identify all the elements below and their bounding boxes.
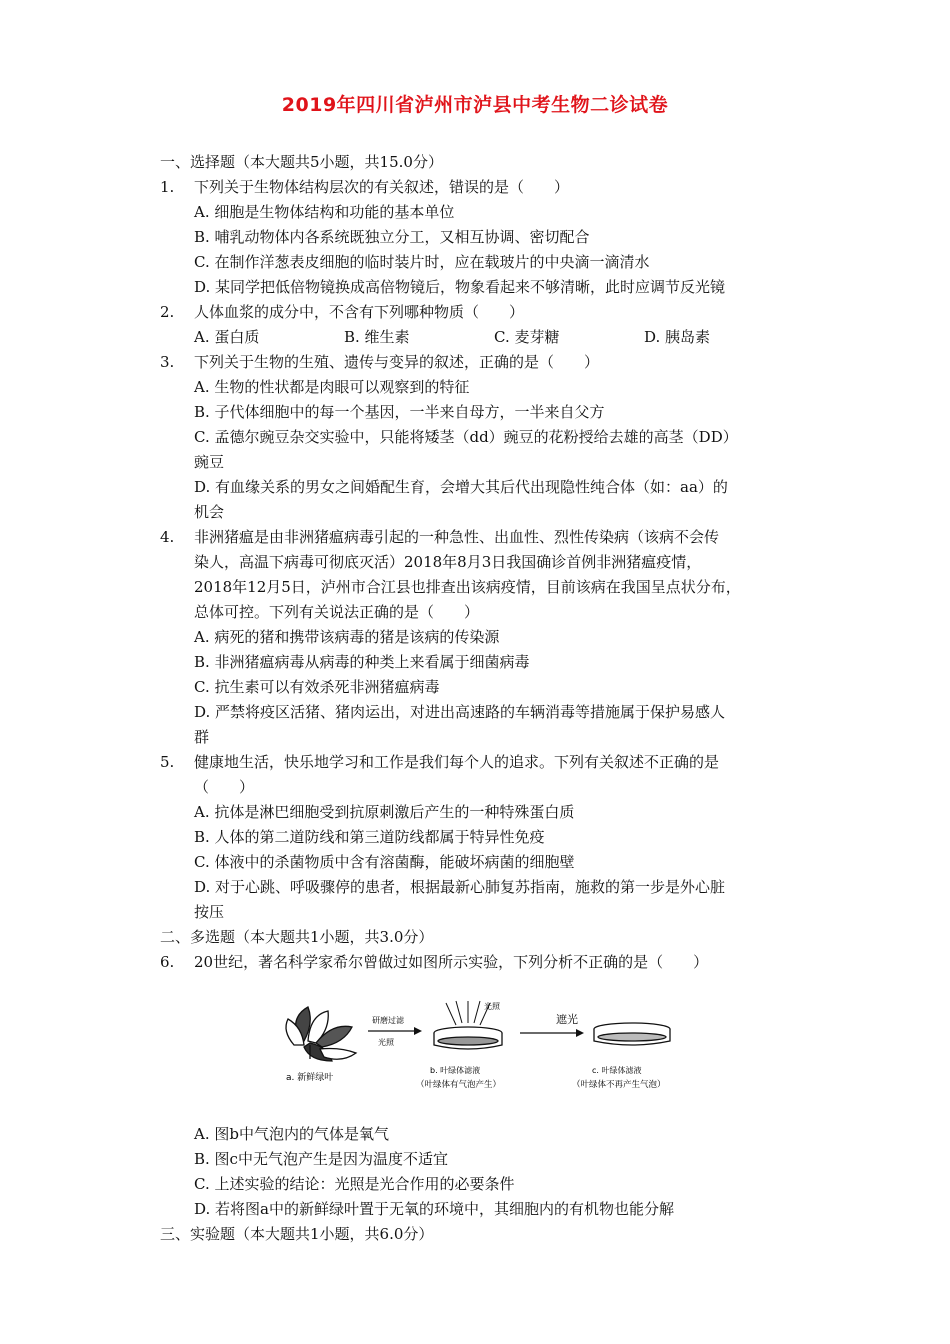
option-c-continued: 豌豆 [194,453,225,471]
label-a: a. 新鲜绿叶 [286,1073,334,1083]
question-number: 1. [160,178,175,196]
section-heading-choice: 一、选择题（本大题共5小题，共15.0分） [160,153,443,171]
arrow2-top-text: 遮光 [556,1013,578,1026]
question-stem: 健康地生活，快乐地学习和工作是我们每个人的追求。下列有关叙述不正确的是 [194,753,720,771]
option-b: B. 子代体细胞中的每一个基因，一半来自母方，一半来自父方 [194,403,605,421]
option-a: A. 图b中气泡内的气体是氧气 [194,1125,389,1143]
option-d: D. 若将图a中的新鲜绿叶置于无氧的环境中，其细胞内的有机物也能分解 [194,1200,674,1218]
question-number: 2. [160,303,175,321]
option-d-continued: 机会 [194,503,225,521]
option-a: A. 病死的猪和携带该病毒的猪是该病的传染源 [194,628,500,646]
option-b: B. 人体的第二道防线和第三道防线都属于特异性免疫 [194,828,545,846]
option-c: C. 抗生素可以有效杀死非洲猪瘟病毒 [194,678,440,696]
option-c: C. 体液中的杀菌物质中含有溶菌酶，能破坏病菌的细胞壁 [194,853,575,871]
question-stem-line: 总体可控。下列有关说法正确的是（ ） [194,603,480,621]
question-stem-line: 染人，高温下病毒可彻底灭活）2018年8月3日我国确诊首例非洲猪瘟疫情， [194,553,702,571]
question-number: 4. [160,528,175,546]
arrow1-top-text: 研磨过滤 [372,1016,404,1025]
label-c-sub: （叶绿体不再产生气泡） [572,1080,666,1090]
arrow2-head [576,1029,584,1037]
option-d-continued: 群 [194,728,210,746]
leaves-drawing [286,1007,356,1061]
question-stem: 20世纪，著名科学家希尔曾做过如图所示实验，下列分析不正确的是（ ） [194,953,709,971]
option-a: A. 生物的性状都是肉眼可以观察到的特征 [194,378,470,396]
question-stem: 下列关于生物的生殖、遗传与变异的叙述，正确的是（ ） [194,353,600,371]
option-a: A. 细胞是生物体结构和功能的基本单位 [194,203,455,221]
hill-experiment-figure [280,997,680,1107]
option-d: D. 有血缘关系的男女之间婚配生育，会增大其后代出现隐性纯合体（如：aa）的 [194,478,728,496]
option-a: A. 蛋白质 [194,328,260,346]
option-d: D. 严禁将疫区活猪、猪肉运出，对进出高速路的车辆消毒等措施属于保护易感人 [194,703,726,721]
section-heading-multi: 二、多选题（本大题共1小题，共3.0分） [160,928,434,946]
question-stem: 非洲猪瘟是由非洲猪瘟病毒引起的一种急性、出血性、烈性传染病（该病不会传 [194,528,720,546]
label-c: c. 叶绿体滤液 [592,1066,642,1075]
option-d: D. 对于心跳、呼吸骤停的患者，根据最新心肺复苏指南，施救的第一步是外心脏 [194,878,726,896]
option-b: B. 非洲猪瘟病毒从病毒的种类上来看属于细菌病毒 [194,653,530,671]
option-d-continued: 按压 [194,903,225,921]
dish-c [594,1023,670,1045]
label-b-sub: （叶绿体有气泡产生） [416,1080,502,1090]
option-b: B. 维生素 [344,328,410,346]
question-stem: 下列关于生物体结构层次的有关叙述，错误的是（ ） [194,178,570,196]
question-stem: 人体血浆的成分中，不含有下列哪种物质（ ） [194,303,525,321]
question-number: 6. [160,953,175,971]
question-stem-line: （ ） [194,778,255,796]
question-number: 3. [160,353,175,371]
section-heading-experiment: 三、实验题（本大题共1小题，共6.0分） [160,1225,434,1243]
option-d: D. 胰岛素 [644,328,711,346]
option-b: B. 哺乳动物体内各系统既独立分工，又相互协调、密切配合 [194,228,590,246]
label-b: b. 叶绿体滤液 [430,1066,481,1075]
light-text: 光照 [484,1002,500,1011]
option-b: B. 图c中无气泡产生是因为温度不适宜 [194,1150,448,1168]
option-c: C. 孟德尔豌豆杂交实验中，只能将矮茎（dd）豌豆的花粉授给去雄的高茎（DD） [194,428,738,446]
question-stem-line: 2018年12月5日，泸州市合江县也排查出该病疫情，目前该病在我国呈点状分布， [194,578,741,596]
arrow1-head [414,1027,422,1035]
dish-b [434,1027,502,1049]
option-c: C. 在制作洋葱表皮细胞的临时装片时，应在载玻片的中央滴一滴清水 [194,253,650,271]
option-a: A. 抗体是淋巴细胞受到抗原刺激后产生的一种特殊蛋白质 [194,803,575,821]
page-title: 2019年四川省泸州市泸县中考生物二诊试卷 [281,94,669,116]
option-c: C. 麦芽糖 [494,328,560,346]
arrow1-bottom-text: 光照 [378,1038,394,1047]
option-d: D. 某同学把低倍物镜换成高倍物镜后，物象看起来不够清晰，此时应调节反光镜 [194,278,726,296]
option-c: C. 上述实验的结论：光照是光合作用的必要条件 [194,1175,515,1193]
question-number: 5. [160,753,175,771]
